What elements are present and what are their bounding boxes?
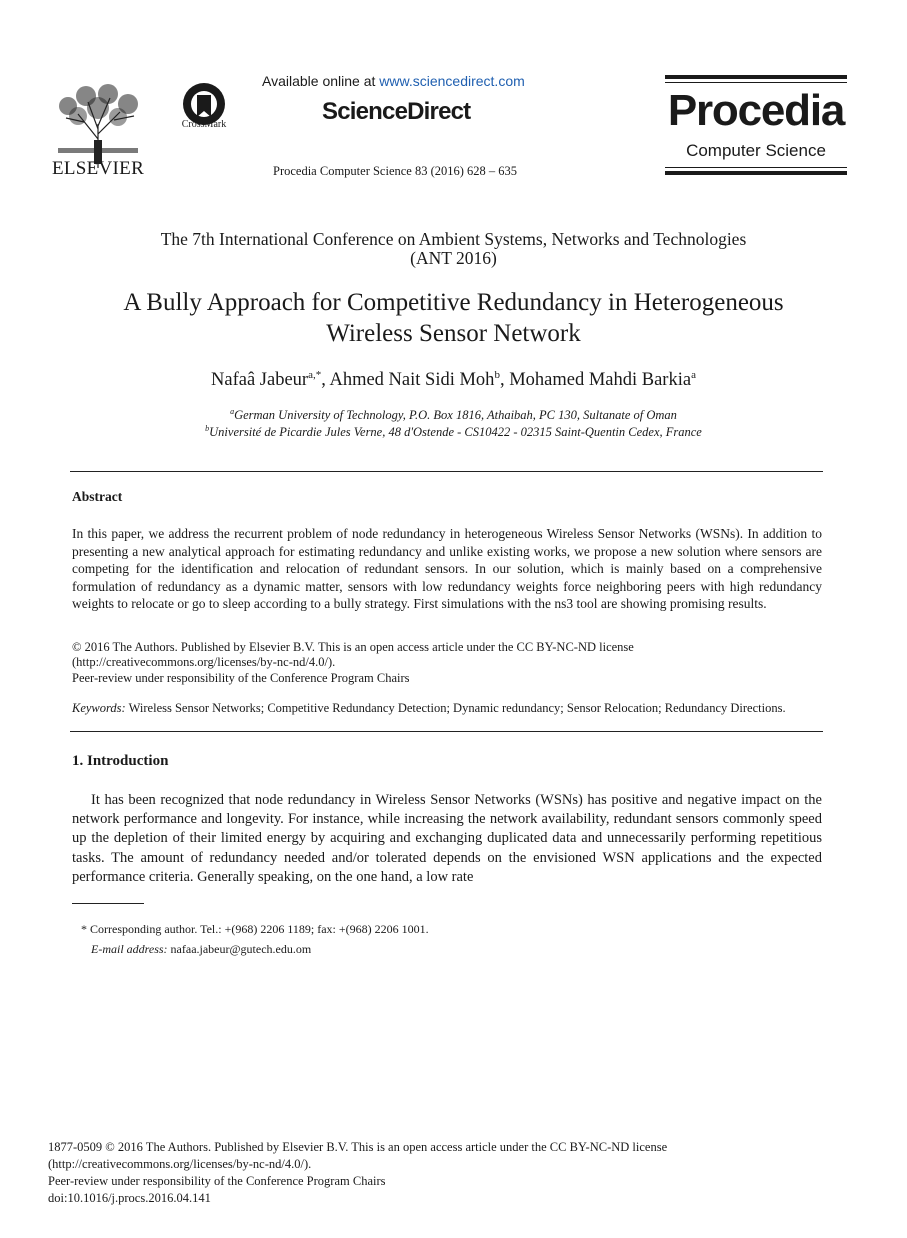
affiliation-b: $^b$Université de Picardie Jules Verne, 48 d'Ostende - CS10422 - 02315 Saint-Quentin Cedex, France xyxy=(205,424,702,439)
procedia-logo xyxy=(665,75,847,175)
author-list: Nafaâ Jabeur$^{a,*}$, Ahmed Nait Sidi Moh$^b$, Mohamed Mahdi Barkia$^a$ xyxy=(211,369,696,390)
license-line-1: © 2016 The Authors. Published by Elsevier B.V. This is an open access article under the CC BY-NC-ND license xyxy=(72,640,634,654)
publisher-logo-text: ELSEVIER xyxy=(51,158,145,179)
author-affiliation-mark: a xyxy=(691,369,696,381)
bottom-license-link[interactable]: (http://creativecommons.org/licenses/by-nc-nd/4.0/). xyxy=(48,1157,312,1171)
journal-reference: Procedia Computer Science 83 (2016) 628 – 635 xyxy=(273,164,518,178)
introduction-text: It has been recognized that node redundancy in Wireless Sensor Networks (WSNs) has positive and negative impact on the network performance and longevity. For instance, while increasing the network availability, redundant sensors commonly speed up the depletion of their limited energy by acquiring and exchanging duplicated data and unnecessarily performing repetitious tasks. The amount of redundancy needed and/or tolerated depends on the envisioned WSN applications and the expected performance criteria. Generally speaking, on the one hand, a low rate xyxy=(72,792,822,885)
abstract-heading: Abstract xyxy=(72,489,123,504)
procedia-bottom-thin-bar xyxy=(665,167,847,168)
keywords xyxy=(72,701,786,716)
procedia-top-bar xyxy=(665,75,847,79)
doi[interactable]: doi:10.1016/j.procs.2016.04.141 xyxy=(48,1191,211,1205)
sciencedirect-brand: ScienceDirect xyxy=(322,98,471,125)
procedia-bottom-bar xyxy=(665,171,847,175)
conference-line-2: (ANT 2016) xyxy=(410,248,497,268)
crossmark-label: CrossMark xyxy=(181,119,227,130)
peer-review-statement: Peer-review under responsibility of the Conference Program Chairs xyxy=(72,671,410,685)
author-name: Nafaâ Jabeur xyxy=(211,370,309,390)
license-link[interactable]: (http://creativecommons.org/licenses/by-nc-nd/4.0/). xyxy=(72,655,336,669)
author-name: Mohamed Mahdi Barkia xyxy=(509,370,692,390)
keywords-list: Wireless Sensor Networks; Competitive Redundancy Detection; Dynamic redundancy; Sensor Relocation; Redundancy Directions. xyxy=(128,701,786,715)
email-label: E-mail address: xyxy=(91,942,168,956)
bottom-peer-review: Peer-review under responsibility of the Conference Program Chairs xyxy=(48,1174,386,1188)
author-affiliation-mark: b xyxy=(494,369,500,381)
paper-title-line-2: Wireless Sensor Network xyxy=(326,320,581,347)
issn-license-line: 1877-0509 © 2016 The Authors. Published by Elsevier B.V. This is an open access article under the CC BY-NC-ND license xyxy=(48,1140,668,1154)
keywords-label: Keywords: xyxy=(72,701,126,715)
abstract-text: In this paper, we address the recurrent problem of node redundancy in heterogeneous Wireless Sensor Networks (WSNs). In addition to presenting a new analytical approach for estimating redundancy and unlike existing works, we propose a new solution where sensors are competing for the identification and relocation of redundant sensors. In our solution, which is mainly based on a comprehensive formulation of redundancy as a dynamic matter, sensors with low redundancy weights force neighboring peers with high redundancy weights to relocate or go to sleep according to a bully strategy. First simulations with the ns3 tool are showing promising results. xyxy=(72,526,822,611)
procedia-top-thin-bar xyxy=(665,82,847,83)
corresponding-author-note: * Corresponding author. Tel.: +(968) 2206 1189; fax: +(968) 2206 1001. xyxy=(81,922,429,936)
available-online-text: Available online at www.sciencedirect.com xyxy=(262,73,525,89)
sciencedirect-link[interactable]: www.sciencedirect.com xyxy=(379,73,525,89)
author-name: Ahmed Nait Sidi Moh xyxy=(329,370,495,390)
conference-line-1: The 7th International Conference on Ambient Systems, Networks and Technologies xyxy=(160,229,747,249)
procedia-logo-title: Procedia xyxy=(667,86,845,135)
procedia-logo-subtitle: Computer Science xyxy=(686,141,826,160)
affiliation-a: $^a$German University of Technology, P.O. Box 1816, Athaibah, PC 130, Sultanate of Oman xyxy=(230,407,677,422)
footnote-divider xyxy=(72,903,144,904)
author-affiliation-mark: a,* xyxy=(308,369,322,381)
abstract-bottom-divider xyxy=(70,731,823,732)
introduction-heading: 1. Introduction xyxy=(72,753,169,769)
paper-title-line-1: A Bully Approach for Competitive Redundancy in Heterogeneous xyxy=(123,289,784,316)
abstract-top-divider xyxy=(70,471,823,472)
email-address[interactable]: nafaa.jabeur@gutech.edu.om xyxy=(170,942,312,956)
email-note xyxy=(91,942,311,957)
